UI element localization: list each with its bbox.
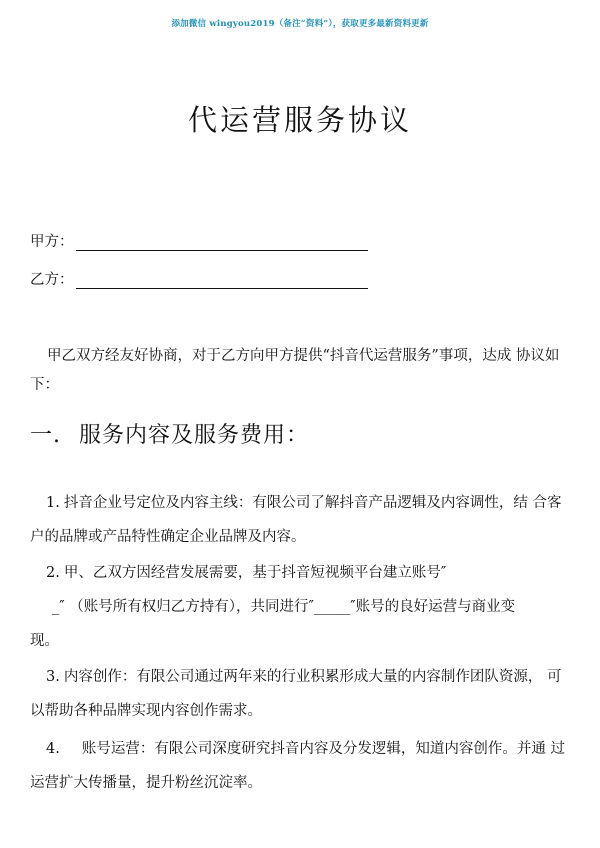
item-number: 4. [46,741,60,757]
item-text-continued: 现。 [30,633,59,649]
intro-paragraph: 甲乙双方经友好协商，对于乙方向甲方提供“抖音代运营服务”事项，达成 协议如下： [30,348,560,393]
list-item [30,732,572,800]
section-heading [30,418,309,449]
watermark-text: 添加微信 wingyou2019（备注“资料”），获取更多最新资料更新 [171,19,429,29]
list-item [30,556,572,658]
item-number: 3. [46,669,60,685]
party-b-blank-line [76,274,368,289]
document-title: 代运营服务协议 [187,103,412,137]
item-text-continued: 户的品牌或产品特性确定企业品牌及内容。 [30,529,306,545]
item-text-continued: 运营扩大传播量，提升粉丝沉淀率。 [30,775,262,791]
party-a-label: 甲方： [30,234,74,250]
item-number: 2. [46,565,60,581]
item-text: 内容创作：有限公司通过两年来的行业积累形成大量的内容制作团队资源， 可 [63,669,562,685]
party-b-label: 乙方： [30,272,74,288]
list-item [30,660,572,728]
item-text: 账号运营：有限公司深度研究抖音内容及分发逻辑，知道内容创作。并通 过 [81,741,565,757]
party-a-blank-line [76,236,368,251]
item-text-continued: _″ （账号所有权归乙方持有），共同进行″_____″账号的良好运营与商业变 [52,599,516,615]
item-text: 甲、乙双方因经营发展需要，基于抖音短视频平台建立账号″ [63,565,447,581]
item-text: 抖音企业号定位及内容主线：有限公司了解抖音产品逻辑及内容调性，结 合客 [63,495,562,511]
item-number: 1. [46,495,60,511]
list-item [30,486,572,554]
party-b-field [30,268,368,289]
section-title: 服务内容及服务费用： [79,423,310,448]
section-number: 一. [30,423,61,448]
item-text-continued: 以帮助各种品牌实现内容创作需求。 [30,703,262,719]
party-a-field [30,230,368,251]
